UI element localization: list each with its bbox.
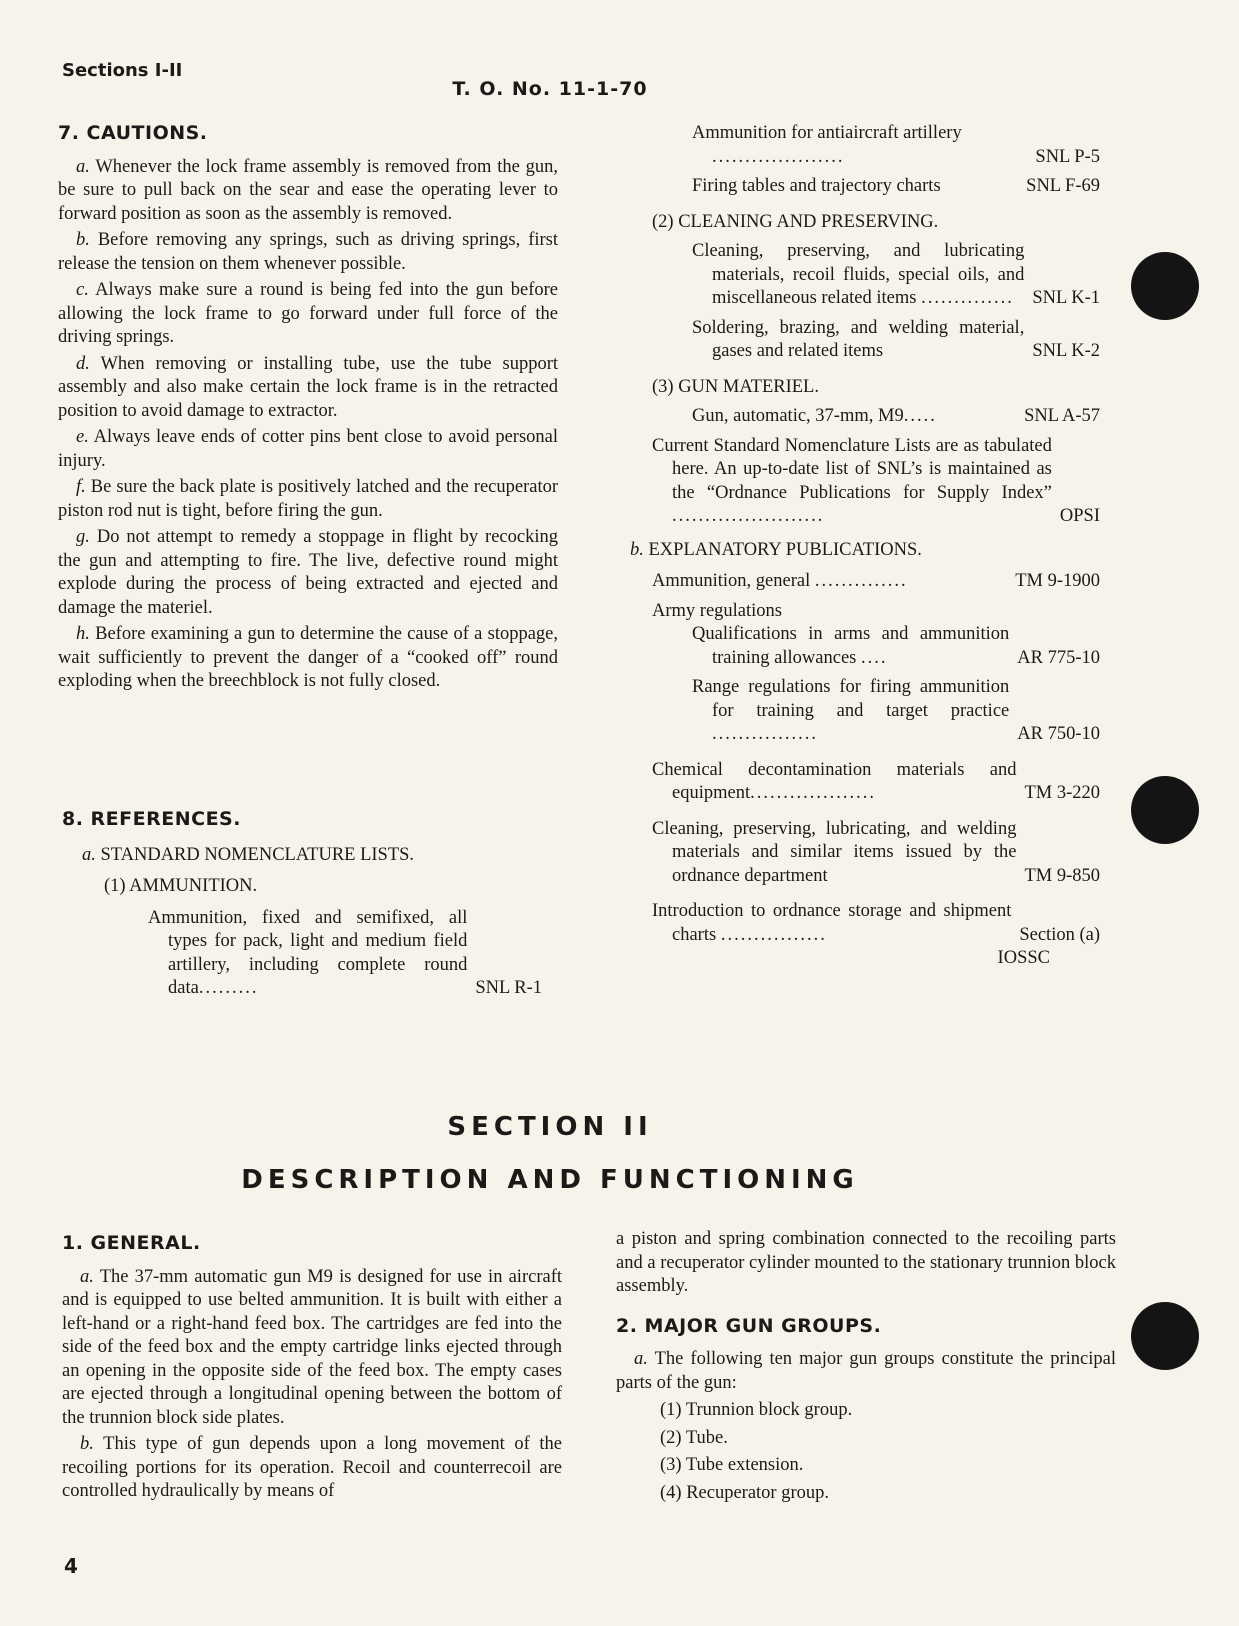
cautions-section (58, 122, 558, 697)
ref-chemical-decontamination: Chemical decontamination materials and equipment................... TM 3-220 (652, 759, 1100, 803)
list-item: (3) Tube extension. (660, 1455, 804, 1475)
binder-hole (1131, 776, 1199, 844)
ref-ammunition-fixed: Ammunition, fixed and semifixed, all types for pack, light and medium field artillery, including complete round data......... SNL R-1 (148, 907, 542, 998)
explanatory-subheading: b. EXPLANATORY PUBLICATIONS. (630, 539, 922, 560)
page-number: 4 (64, 1554, 78, 1578)
ref-soldering-materials: Soldering, brazing, and welding material, gases and related items SNL K-2 (692, 317, 1100, 361)
list-item: (1) Trunnion block group. (660, 1400, 853, 1420)
general-para-b-continued: a piston and spring combination connected to the recoiling parts and a recuperator cylinder mounted to the stationary trunnion block assembly. (616, 1229, 1116, 1296)
ref-qualifications: Qualifications in arms and ammunition training allowances .... AR 775-10 (692, 624, 1100, 668)
ref-cleaning-materials: Cleaning, preserving, and lubricating materials, recoil fluids, special oils, and miscellaneous related items .............. SNL K-1 (692, 241, 1100, 308)
ref-antiaircraft-ammunition: Ammunition for antiaircraft artillery .................... SNL P-5 (692, 123, 1100, 167)
ref-ordnance-storage: Introduction to ordnance storage and shipment charts ................ Section (a) (652, 901, 1100, 945)
caution-g: g. Do not attempt to remedy a stoppage in flight by recocking the gun and attempting to fire. The live, defective round might explode during the process of being extracted and ejected and damage the materiel. (58, 527, 558, 618)
list-item: (2) Tube. (660, 1427, 728, 1448)
caution-e: e. Always leave ends of cotter pins bent close to avoid personal injury. (58, 427, 558, 471)
general-heading: 1. GENERAL. (62, 1232, 201, 1254)
major-groups-heading: 2. MAJOR GUN GROUPS. (616, 1314, 882, 1337)
ref-firing-tables: Firing tables and trajectory charts SNL F-69 (692, 176, 1100, 196)
section-title: DESCRIPTION AND FUNCTIONING (241, 1165, 859, 1195)
ammunition-subheading: (1) AMMUNITION. (104, 876, 258, 896)
cleaning-subheading: (2) CLEANING AND PRESERVING. (652, 211, 939, 232)
technical-order-number: T. O. No. 11-1-70 (452, 78, 648, 100)
gun-materiel-subheading: (3) GUN MATERIEL. (652, 376, 819, 397)
ref-cleaning-welding: Cleaning, preserving, lubricating, and welding materials and similar items issued by the ordnance department TM 9-850 (652, 818, 1100, 886)
binder-hole (1131, 252, 1199, 320)
caution-a: a. Whenever the lock frame assembly is removed from the gun, be sure to pull back on the sear and ease the operating lever to forward position as soon as the assembly is removed. (58, 156, 558, 224)
snl-subheading: a. STANDARD NOMENCLATURE LISTS. (82, 844, 415, 865)
list-item: (4) Recuperator group. (660, 1482, 830, 1503)
section-label: SECTION II (447, 1112, 653, 1142)
references-continued (630, 122, 1100, 971)
major-groups-list (616, 1399, 1116, 1505)
general-para-b: b. This type of gun depends upon a long movement of the recoiling portions for its operation. Recoil and counterrecoil are controlled hydraulically by means of (62, 1434, 562, 1501)
caution-h: h. Before examining a gun to determine the cause of a stoppage, wait sufficiently to prevent the danger of a “cooked off” round exploding when the breechblock is not fully closed. (58, 624, 559, 691)
caution-c: c. Always make sure a round is being fed into the gun before allowing the lock frame to go forward under full force of the driving springs. (58, 280, 558, 347)
caution-d: d. When removing or installing tube, use the tube support assembly and also make certain the lock frame is in the retracted position to avoid damage to extractor. (58, 353, 558, 421)
army-regulations-label: Army regulations (652, 600, 782, 621)
general-para-a: a. The 37-mm automatic gun M9 is designed for use in aircraft and is equipped to use belted ammunition. It is built with either a left-hand or a right-hand feed box. The cartridges are fed into the side of the feed box and the empty cartridge links ejected through an opening in the opposite side of the feed box. The empty cases are ejected through a longitudinal opening between the bottom of the trunnion block side plates. (62, 1266, 562, 1428)
caution-f: f. Be sure the back plate is positively latched and the recuperator piston rod nut is tight, before firing the gun. (58, 477, 558, 521)
binder-hole (1131, 1302, 1199, 1370)
ref-ammunition-general: Ammunition, general .............. TM 9-1900 (652, 571, 1100, 591)
ref-range-regulations: Range regulations for firing ammunition for training and target practice ................ AR 750-10 (692, 677, 1100, 744)
ref-ossc-code: IOSSC (997, 948, 1050, 968)
cautions-heading: 7. CAUTIONS. (58, 122, 208, 144)
ref-gun-m9: Gun, automatic, 37-mm, M9..... SNL A-57 (692, 406, 1100, 426)
general-section (62, 1232, 562, 1507)
caution-b: b. Before removing any springs, such as driving springs, first release the tension on them whenever possible. (58, 230, 558, 274)
references-heading: 8. REFERENCES. (62, 808, 241, 830)
major-groups-intro: a. The following ten major gun groups constitute the principal parts of the gun: (616, 1349, 1116, 1393)
section-range-header: Sections I-II (62, 60, 183, 81)
ref-current-snl: Current Standard Nomenclature Lists are as tabulated here. An up-to-date list of SNL’s is maintained as the “Ordnance Publications for Supply Index” ....................... OPSI (652, 435, 1100, 526)
references-section (62, 808, 542, 1001)
general-continued (616, 1228, 1116, 1509)
